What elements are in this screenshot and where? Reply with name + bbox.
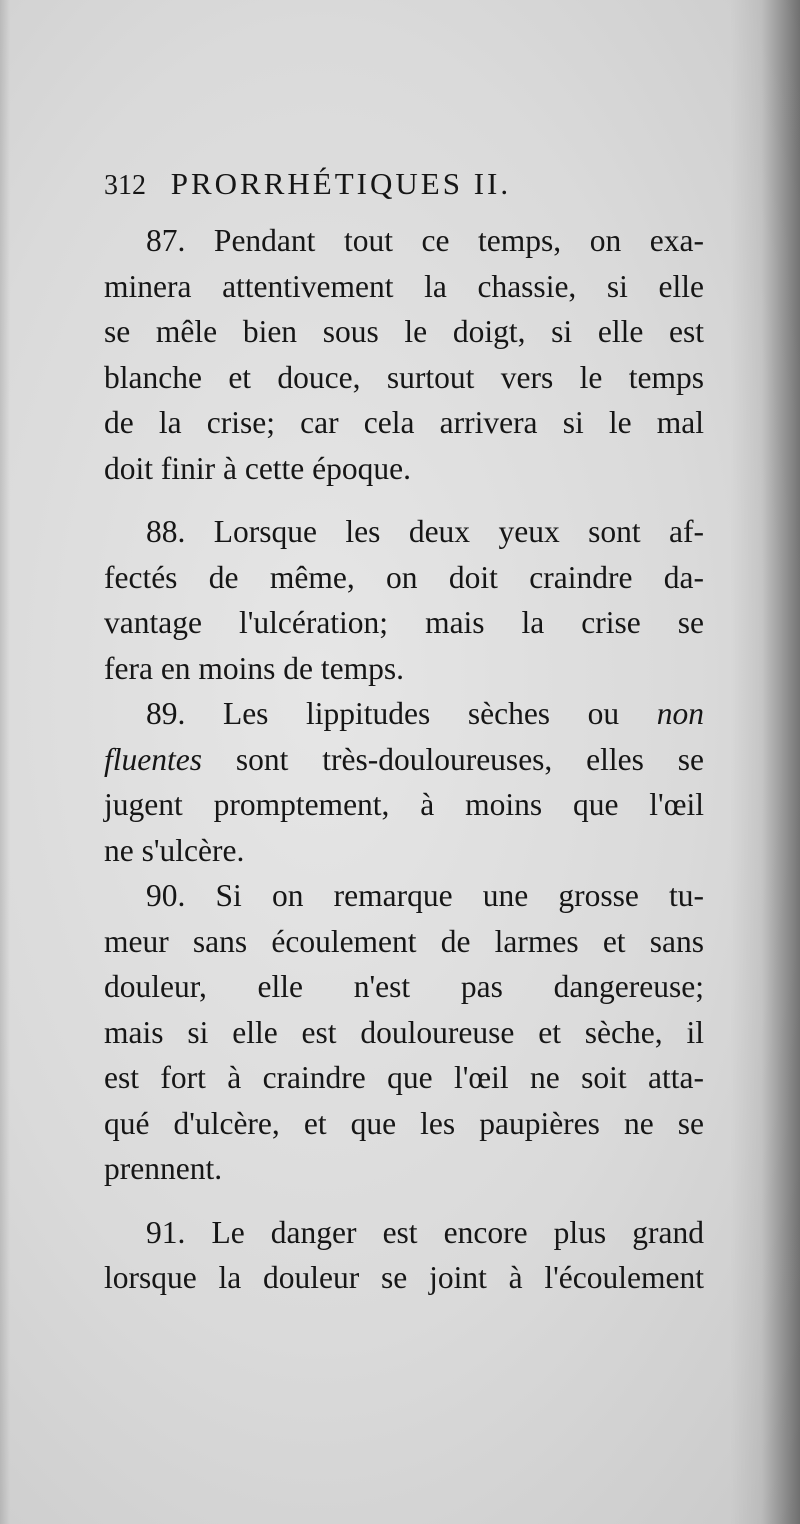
page-edge-shadow — [0, 0, 10, 1524]
text-line — [104, 737, 704, 783]
text-line: 91. Le danger est encore plus grand — [146, 1214, 704, 1250]
text-line: vantage l'ulcération; mais la crise se — [104, 605, 704, 640]
page-number: 312 — [104, 170, 146, 201]
paragraph-89 — [104, 691, 704, 873]
paragraph-90 — [104, 873, 704, 1192]
running-title: PRORRHÉTIQUES II. — [170, 166, 512, 201]
paragraph-87 — [104, 218, 704, 491]
text-line: de la crise; car cela arrivera si le mal — [104, 405, 704, 440]
text-line: ne s'ulcère. — [104, 832, 245, 868]
text-line: mais si elle est douloureuse et sèche, il — [104, 1014, 704, 1050]
text-line: lorsque la douleur se joint à l'écoulement — [104, 1260, 704, 1295]
text-line: se mêle bien sous le doigt, si elle est — [104, 314, 704, 349]
body-text — [104, 218, 704, 1301]
gutter-shadow — [730, 0, 800, 1524]
italic-text: non — [656, 696, 704, 731]
text-line: meur sans écoulement de larmes et sans — [104, 923, 704, 959]
paragraph-gap — [104, 1192, 704, 1210]
text-line: douleur, elle n'est pas dangereuse; — [104, 969, 704, 1004]
text-line: 87. Pendant tout ce temps, on exa- — [146, 223, 704, 258]
text-line: qué d'ulcère, et que les paupières ne se — [104, 1105, 704, 1141]
text-line: 90. Si on remarque une grosse tu- — [146, 878, 704, 913]
running-header — [104, 166, 704, 206]
text-line: jugent promptement, à moins que l'œil — [104, 787, 704, 822]
text-line: est fort à craindre que l'œil ne soit atta- — [104, 1060, 704, 1095]
text-line: minera attentivement la chassie, si elle — [104, 268, 704, 304]
text-run: 89. Les lippitudes sèches ou — [146, 696, 620, 731]
paragraph-91 — [104, 1210, 704, 1301]
text-line: fera en moins de temps. — [104, 650, 405, 686]
text-run: sont très-douloureuses, elles se — [235, 741, 705, 777]
italic-text: fluentes — [104, 741, 202, 777]
paragraph-88 — [104, 509, 704, 691]
paragraph-gap — [104, 491, 704, 509]
text-line — [104, 691, 704, 737]
text-line: doit finir à cette époque. — [104, 450, 412, 486]
text-line: fectés de même, on doit craindre da- — [104, 559, 704, 595]
text-line: 88. Lorsque les deux yeux sont af- — [146, 514, 704, 549]
text-line: blanche et douce, surtout vers le temps — [104, 359, 704, 395]
text-line: prennent. — [104, 1151, 223, 1186]
